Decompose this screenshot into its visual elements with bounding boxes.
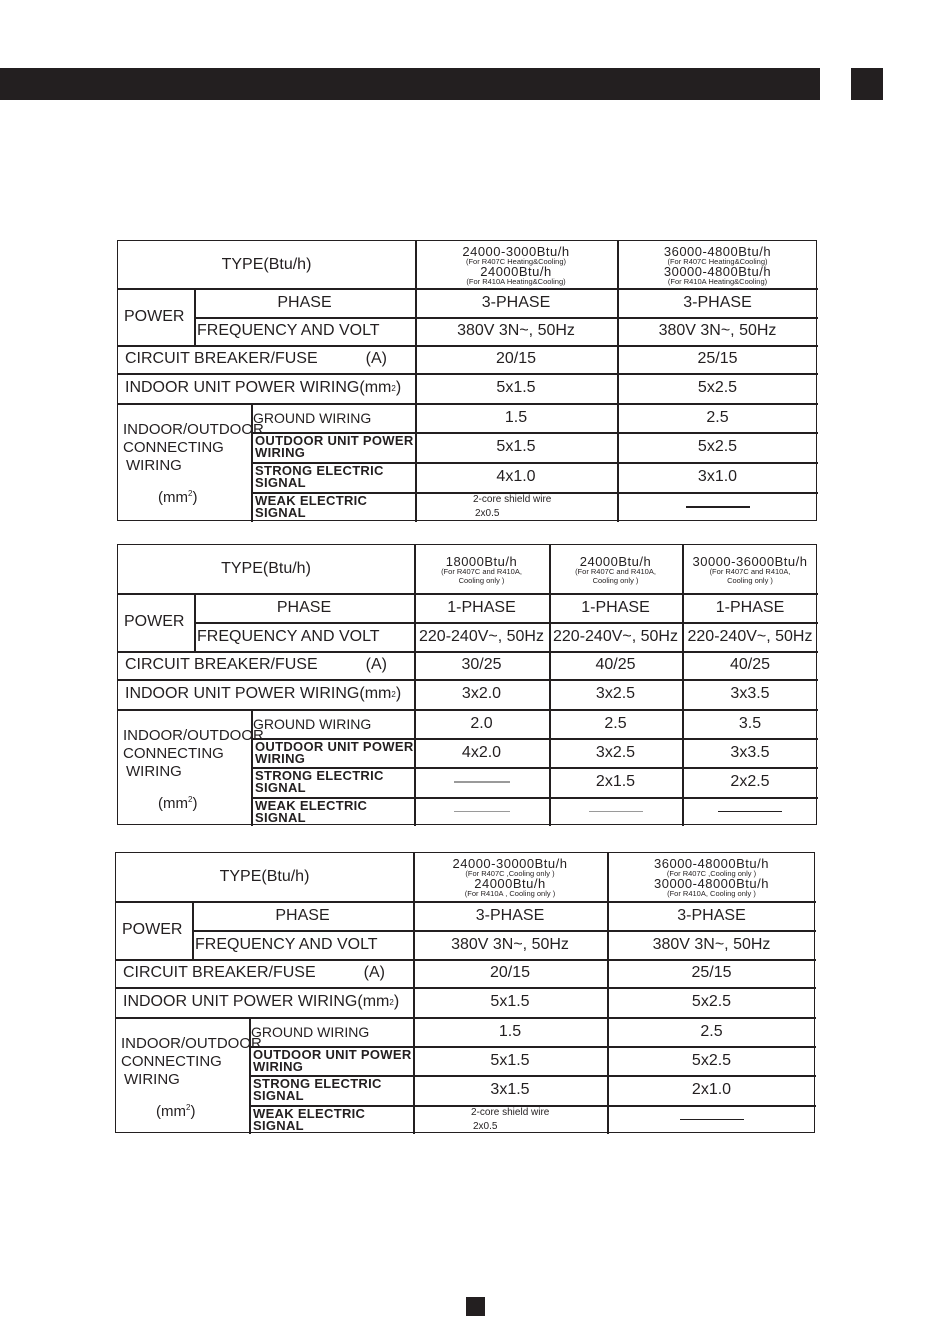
not-applicable-dash (454, 781, 510, 783)
freq-text: 220-240V~, 50Hz (553, 627, 678, 645)
indoor-value (413, 987, 607, 1017)
refrigerant-note: (For R407C and R410A, (709, 566, 791, 576)
breaker-text: 30/25 (461, 656, 502, 673)
outdoor-value (413, 1046, 607, 1075)
breaker-unit: (A) (365, 656, 387, 673)
label-line: STRONG ELECTRIC (253, 1076, 382, 1091)
superscript: 2 (391, 689, 396, 699)
weak-signal-label (255, 492, 415, 522)
breaker-value (413, 959, 607, 987)
phase-text: PHASE (277, 293, 332, 311)
group-line: CONNECTING (123, 745, 224, 762)
phase-value (549, 593, 682, 622)
breaker-text: 20/15 (495, 350, 537, 367)
refrigerant-note-alt: (For R410A Heating&Cooling) (667, 276, 768, 286)
label-line: STRONG ELECTRIC (255, 463, 384, 478)
unit-text: (mm (158, 489, 188, 506)
outdoor-text: 3x3.5 (730, 743, 770, 761)
refrigerant-note: (For R407C Heating&Cooling) (465, 256, 567, 266)
outdoor-text: 5x1.5 (490, 1051, 530, 1069)
group-line: INDOOR/OUTDOOR (121, 1035, 262, 1052)
outdoor-text: 5x2.5 (691, 1051, 732, 1069)
close-paren: ) (395, 685, 402, 702)
phase-text: PHASE (275, 906, 330, 924)
outdoor-power-wiring-label (253, 1046, 413, 1075)
group-unit (158, 791, 197, 813)
ground-value (607, 1017, 816, 1046)
weak-value (549, 797, 682, 826)
superscript: 2 (186, 1103, 191, 1112)
indoor-text: 5x1.5 (490, 993, 530, 1010)
superscript: 2 (391, 383, 396, 393)
refrigerant-note: (For R407C and R410A, (441, 566, 522, 576)
indoor-value (415, 373, 617, 403)
power-label (124, 593, 194, 651)
indoor-value (682, 679, 818, 709)
unit-text: (mm (359, 685, 392, 702)
unit-text: (mm (359, 379, 392, 396)
indoor-value (549, 679, 682, 709)
phase-label (194, 593, 414, 622)
label-line: OUTDOOR UNIT POWER (255, 433, 414, 448)
label-line: SIGNAL (255, 780, 306, 795)
breaker-text: CIRCUIT BREAKER/FUSE (125, 656, 318, 673)
refrigerant-note-alt: Cooling only ) (727, 575, 773, 585)
ground-value (682, 709, 818, 738)
indoor-text: 5x2.5 (697, 379, 738, 396)
freq-value (414, 622, 549, 651)
label-line: WEAK ELECTRIC (255, 493, 368, 508)
label-line: WIRING (255, 445, 306, 460)
weak-signal-size: 2x0.5 (473, 1120, 498, 1132)
breaker-text: CIRCUIT BREAKER/FUSE (123, 964, 316, 981)
power-text: POWER (124, 613, 185, 630)
ground-text: 2.0 (470, 714, 493, 732)
group-line: WIRING (126, 457, 182, 474)
ground-text: GROUND WIRING (253, 715, 372, 732)
ground-text: 1.5 (498, 1022, 522, 1040)
refrigerant-note-alt: (For R410A, Cooling only ) (667, 889, 756, 898)
refrigerant-note: (For R407C ,Cooling only ) (465, 869, 555, 878)
strong-text: 3x1.0 (697, 468, 738, 485)
freq-text: 220-240V~, 50Hz (419, 627, 544, 645)
phase-value (682, 593, 818, 622)
breaker-value (682, 651, 818, 679)
power-text: POWER (122, 921, 183, 938)
strong-value (414, 767, 549, 797)
freq-text: 220-240V~, 50Hz (687, 627, 813, 645)
freq-value (415, 317, 617, 345)
breaker-text: CIRCUIT BREAKER/FUSE (125, 350, 318, 367)
outdoor-value (607, 1046, 816, 1075)
group-unit (156, 1099, 195, 1121)
group-line: WIRING (124, 1071, 180, 1088)
indoor-power-wiring-label (125, 373, 415, 403)
type-label: TYPE(Btu/h) (221, 560, 311, 577)
breaker-value (607, 959, 816, 987)
indoor-power-wiring-label (123, 987, 413, 1017)
refrigerant-note-alt: (For R410A , Cooling only ) (464, 889, 556, 898)
superscript: 2 (188, 489, 193, 498)
ground-value (414, 709, 549, 738)
group-line: CONNECTING (123, 439, 224, 456)
freq-text: 380V 3N~, 50Hz (451, 935, 569, 953)
superscript: 2 (389, 997, 394, 1007)
close-paren: ) (192, 795, 198, 812)
phase-text: 1-PHASE (715, 598, 785, 616)
unit-text: (mm (156, 1103, 186, 1120)
strong-value (617, 462, 818, 492)
ground-text: 2.5 (604, 714, 627, 732)
outdoor-value (414, 738, 549, 767)
indoor-text: 3x3.5 (730, 685, 770, 702)
label-line: SIGNAL (253, 1088, 304, 1103)
refrigerant-note: (For R407C and R410A, (575, 566, 656, 576)
ground-text: GROUND WIRING (253, 409, 372, 426)
label-line: SIGNAL (255, 809, 306, 825)
freq-value (607, 930, 816, 959)
not-applicable-dash (680, 1119, 744, 1121)
group-line: CONNECTING (121, 1053, 222, 1070)
outdoor-text: 5x1.5 (496, 438, 536, 455)
weak-signal-spec: 2-core shield wire (471, 1106, 550, 1118)
strong-text: 3x1.5 (490, 1081, 530, 1098)
weak-signal-spec: 2-core shield wire (473, 494, 552, 505)
circuit-breaker-label (125, 345, 415, 373)
ground-value (413, 1017, 607, 1046)
weak-value (617, 492, 818, 522)
ground-text: 2.5 (706, 408, 729, 426)
not-applicable-dash (686, 506, 750, 508)
outdoor-power-wiring-label (255, 738, 414, 767)
freq-value (617, 317, 818, 345)
model-capacity: 30000-36000Btu/h (692, 553, 808, 569)
weak-signal-label (253, 1105, 413, 1134)
spec-table (117, 240, 817, 521)
model-column-header (617, 241, 818, 288)
strong-value (682, 767, 818, 797)
label-line: WIRING (253, 1058, 304, 1074)
power-label (122, 901, 192, 959)
indoor-text: 5x2.5 (691, 993, 732, 1010)
outdoor-value (549, 738, 682, 767)
ground-wiring-label (251, 1017, 413, 1046)
phase-text: 3-PHASE (481, 293, 551, 311)
indoor-value (607, 987, 816, 1017)
group-unit (158, 485, 197, 507)
weak-signal-label (255, 797, 414, 826)
ground-value (549, 709, 682, 738)
phase-text: 3-PHASE (475, 906, 545, 924)
freq-value (682, 622, 818, 651)
indoor-wiring-text: INDOOR UNIT POWER WIRING (125, 685, 360, 702)
breaker-unit: (A) (365, 350, 387, 367)
strong-signal-label (255, 767, 414, 797)
close-paren: ) (395, 379, 402, 396)
freq-text: 380V 3N~, 50Hz (652, 935, 771, 953)
phase-text: 3-PHASE (683, 293, 752, 311)
weak-value (414, 797, 549, 826)
strong-text: 2x1.0 (691, 1081, 732, 1098)
connecting-wiring-label (118, 403, 264, 522)
close-paren: ) (192, 489, 198, 506)
phase-text: 3-PHASE (677, 906, 746, 924)
breaker-value (549, 651, 682, 679)
ground-text: GROUND WIRING (251, 1023, 370, 1040)
label-line: SIGNAL (253, 1117, 304, 1133)
indoor-wiring-text: INDOOR UNIT POWER WIRING (125, 379, 360, 396)
phase-text: PHASE (276, 598, 332, 616)
strong-value (415, 462, 617, 492)
strong-text: 2x1.5 (595, 773, 636, 790)
refrigerant-note-alt: Cooling only ) (458, 575, 505, 585)
outdoor-value (617, 432, 818, 462)
phase-value (415, 288, 617, 317)
model-column-header (549, 545, 682, 593)
freq-value (549, 622, 682, 651)
indoor-power-wiring-label (125, 679, 414, 709)
indoor-wiring-text: INDOOR UNIT POWER WIRING (123, 993, 358, 1010)
type-header-label (118, 545, 414, 593)
breaker-value (414, 651, 549, 679)
strong-value (607, 1075, 816, 1105)
breaker-text: 20/15 (489, 964, 531, 981)
phase-text: 1-PHASE (581, 598, 650, 616)
model-capacity-alt: 24000Btu/h (480, 263, 552, 279)
label-line: WIRING (255, 750, 306, 766)
refrigerant-note-alt: Cooling only ) (592, 575, 639, 585)
model-capacity-alt: 30000-4800Btu/h (663, 263, 772, 279)
breaker-text: 25/15 (697, 350, 738, 367)
phase-label (194, 288, 415, 317)
label-line: WEAK ELECTRIC (253, 1105, 366, 1121)
phase-value (414, 593, 549, 622)
ground-wiring-label (253, 403, 415, 432)
model-column-header (413, 853, 607, 901)
model-column-header (414, 545, 549, 593)
model-capacity: 36000-4800Btu/h (663, 243, 772, 259)
model-column-header (607, 853, 816, 901)
close-paren: ) (190, 1103, 196, 1120)
unit-text: (mm (158, 795, 188, 812)
type-header-label (116, 853, 413, 901)
freq-text: 380V 3N~, 50Hz (457, 322, 575, 339)
strong-value (549, 767, 682, 797)
frequency-volt-label (197, 622, 414, 651)
header-bar (0, 68, 820, 100)
frequency-volt-label (197, 317, 415, 345)
strong-signal-label (253, 1075, 413, 1105)
ground-value (617, 403, 818, 432)
model-column-header (682, 545, 818, 593)
outdoor-text: 5x2.5 (697, 438, 738, 455)
type-label: TYPE(Btu/h) (219, 868, 310, 885)
weak-value (682, 797, 818, 826)
indoor-value (617, 373, 818, 403)
refrigerant-note: (For R407C Heating&Cooling) (667, 256, 768, 266)
phase-label (192, 901, 413, 930)
label-line: STRONG ELECTRIC (255, 768, 384, 783)
group-line: INDOOR/OUTDOOR (123, 421, 264, 438)
strong-value (413, 1075, 607, 1105)
phase-value (607, 901, 816, 930)
phase-value (617, 288, 818, 317)
strong-signal-label (255, 462, 415, 492)
unit-text: (mm (357, 993, 390, 1010)
phase-value (413, 901, 607, 930)
spec-table (115, 852, 815, 1133)
model-capacity-alt: 30000-48000Btu/h (654, 876, 769, 891)
indoor-text: 5x1.5 (496, 379, 536, 396)
type-label: TYPE(Btu/h) (221, 255, 312, 273)
indoor-text: 3x2.0 (461, 685, 502, 702)
label-line: WEAK ELECTRIC (255, 797, 368, 813)
breaker-text: 40/25 (729, 656, 771, 673)
weak-value (607, 1105, 816, 1134)
model-capacity: 24000-30000Btu/h (452, 856, 568, 871)
spec-table (117, 544, 817, 825)
frequency-volt-label (195, 930, 413, 959)
outdoor-power-wiring-label (255, 432, 415, 462)
breaker-value (415, 345, 617, 373)
superscript: 2 (188, 795, 193, 804)
connecting-wiring-label (118, 709, 264, 826)
indoor-text: 3x2.5 (595, 685, 636, 702)
ground-text: 1.5 (504, 408, 528, 426)
frequency-text: FREQUENCY AND VOLT (197, 322, 380, 339)
freq-text: 380V 3N~, 50Hz (658, 322, 777, 339)
refrigerant-note-alt: (For R410A Heating&Cooling) (466, 276, 566, 286)
circuit-breaker-label (123, 959, 413, 987)
breaker-text: 25/15 (691, 964, 732, 981)
model-capacity: 36000-48000Btu/h (654, 856, 769, 871)
model-column-header (415, 241, 617, 288)
model-capacity: 24000-3000Btu/h (462, 243, 570, 259)
not-applicable-dash (589, 811, 643, 813)
strong-text: 2x2.5 (730, 773, 770, 790)
indoor-value (414, 679, 549, 709)
label-line: OUTDOOR UNIT POWER (255, 738, 414, 754)
label-line: OUTDOOR UNIT POWER (253, 1046, 412, 1062)
weak-signal-size: 2x0.5 (475, 508, 500, 519)
type-header-label (118, 241, 415, 288)
model-capacity: 18000Btu/h (445, 553, 518, 569)
weak-value (415, 492, 617, 522)
breaker-text: 40/25 (595, 656, 636, 673)
outdoor-value (682, 738, 818, 767)
outdoor-text: 4x2.0 (461, 743, 502, 761)
freq-value (413, 930, 607, 959)
ground-text: 2.5 (700, 1022, 723, 1040)
model-capacity-alt: 24000Btu/h (474, 876, 546, 891)
not-applicable-dash (718, 811, 782, 813)
label-line: SIGNAL (255, 475, 306, 490)
label-line: SIGNAL (255, 505, 306, 520)
phase-text: 1-PHASE (447, 598, 516, 616)
ground-text: 3.5 (738, 714, 762, 732)
close-paren: ) (393, 993, 400, 1010)
breaker-value (617, 345, 818, 373)
model-capacity: 24000Btu/h (579, 553, 652, 569)
ground-value (415, 403, 617, 432)
not-applicable-dash (454, 811, 510, 813)
page-number-marker (466, 1297, 485, 1316)
header-tab-marker (851, 68, 883, 100)
refrigerant-note: (For R407C ,Cooling only ) (666, 869, 757, 878)
power-label (124, 288, 194, 345)
strong-text: 4x1.0 (496, 468, 536, 485)
group-line: INDOOR/OUTDOOR (123, 727, 264, 744)
power-text: POWER (124, 307, 185, 325)
frequency-text: FREQUENCY AND VOLT (195, 935, 378, 953)
circuit-breaker-label (125, 651, 414, 679)
outdoor-text: 3x2.5 (595, 743, 636, 761)
ground-wiring-label (253, 709, 414, 738)
outdoor-value (415, 432, 617, 462)
weak-value (413, 1105, 607, 1134)
group-line: WIRING (126, 763, 182, 780)
breaker-unit: (A) (363, 964, 385, 981)
frequency-text: FREQUENCY AND VOLT (197, 627, 380, 645)
connecting-wiring-label (116, 1017, 262, 1134)
